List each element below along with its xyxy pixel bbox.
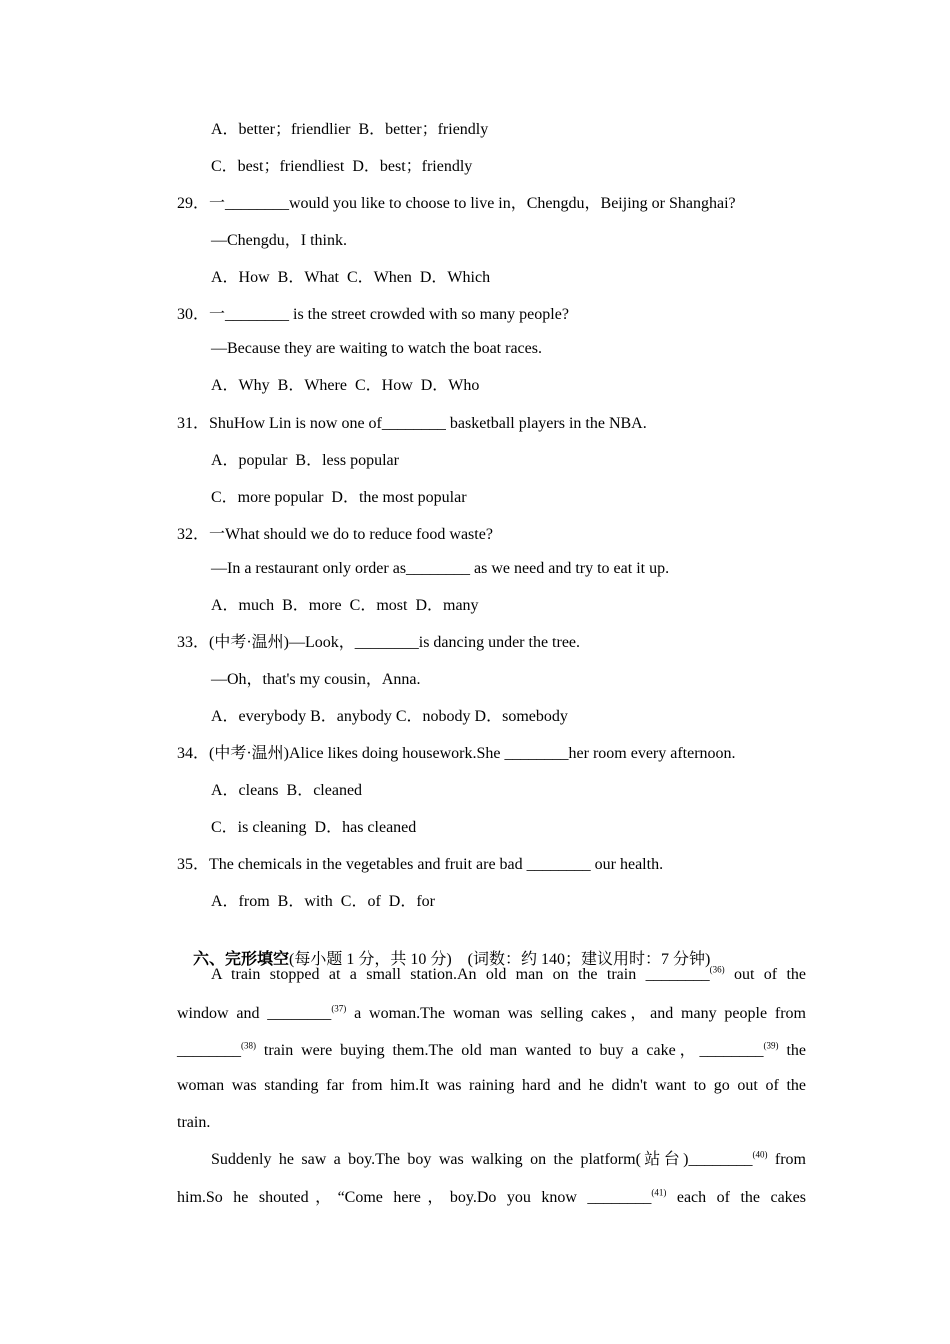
passage-line-7 (177, 1188, 806, 1208)
q32-reply: —In a restaurant only order as________ as we need and try to eat it up. (211, 560, 670, 577)
q34-options-line-2: C．is cleaning D．has cleaned (211, 819, 417, 836)
blank-number-41: (41) (651, 1187, 667, 1198)
passage-line-6 (177, 1150, 806, 1170)
passage-line-3 (177, 1041, 806, 1061)
passage-text: from (767, 1151, 806, 1168)
passage-text: the (778, 1042, 806, 1059)
q33-options: A．everybody B．anybody C．nobody D．somebody (211, 708, 568, 725)
q31-stem: 31．ShuHow Lin is now one of________ basketball players in the NBA. (177, 415, 647, 432)
section-6-instructions: (每小题 1 分，共 10 分) (词数：约 140；建议用时：7 分钟) (289, 951, 711, 968)
q33-reply: —Oh，that's my cousin，Anna. (211, 671, 421, 688)
blank-number-39: (39) (763, 1040, 779, 1051)
passage-text: window and ________ (177, 1005, 332, 1022)
blank-number-40: (40) (752, 1149, 768, 1160)
q29-reply: —Chengdu，I think. (211, 232, 347, 249)
q31-options-line-2: C．more popular D．the most popular (211, 489, 467, 506)
q28-options-line-1: A．better；friendlier B．better；friendly (211, 121, 489, 138)
passage-text: him.So he shouted，“Come here，boy.Do you know ________ (177, 1189, 652, 1206)
q29-stem: 29．一________would you like to choose to live in，Chengdu，Beijing or Shanghai? (177, 195, 736, 212)
passage-text: each of the cakes (666, 1189, 806, 1206)
q30-stem: 30．一________ is the street crowded with so many people? (177, 306, 569, 323)
q31-options-line-1: A．popular B．less popular (211, 452, 399, 469)
passage-text: Suddenly he saw a boy.The boy was walking on the platform(站台)________ (211, 1151, 753, 1168)
passage-text: train were buying them.The old man wanted to buy a cake，________ (256, 1042, 764, 1059)
q30-options: A．Why B．Where C．How D．Who (211, 377, 480, 394)
q28-options-line-2: C．best；friendliest D．best；friendly (211, 158, 473, 175)
blank-number-36: (36) (709, 964, 725, 975)
q32-options: A．much B．more C．most D．many (211, 597, 479, 614)
passage-text: A train stopped at a small station.An old man on the train ________ (211, 966, 710, 983)
blank-number-37: (37) (331, 1003, 347, 1014)
passage-line-4: woman was standing far from him.It was raining hard and he didn't want to go out of the (177, 1077, 806, 1094)
q35-stem: 35．The chemicals in the vegetables and fruit are bad ________ our health. (177, 856, 664, 873)
passage-line-1 (177, 965, 806, 985)
passage-text: ________ (177, 1042, 241, 1059)
q30-reply: —Because they are waiting to watch the boat races. (211, 340, 542, 357)
passage-text: out of the (724, 966, 807, 983)
q33-stem: 33．(中考·温州)—Look，________is dancing under the tree. (177, 634, 581, 651)
q34-options-line-1: A．cleans B．cleaned (211, 782, 363, 799)
passage-line-5: train. (177, 1114, 211, 1131)
q29-options: A．How B．What C．When D．Which (211, 269, 491, 286)
passage-line-2 (177, 1004, 806, 1024)
q35-options: A．from B．with C．of D．for (211, 893, 435, 910)
q32-stem: 32．一What should we do to reduce food waste? (177, 526, 493, 543)
passage-text: a woman.The woman was selling cakes，and many people from (346, 1005, 806, 1022)
blank-number-38: (38) (241, 1040, 256, 1051)
section-6-title: 六、完形填空 (193, 949, 290, 968)
q34-stem: 34．(中考·温州)Alice likes doing housework.She ________her room every afternoon. (177, 745, 736, 762)
